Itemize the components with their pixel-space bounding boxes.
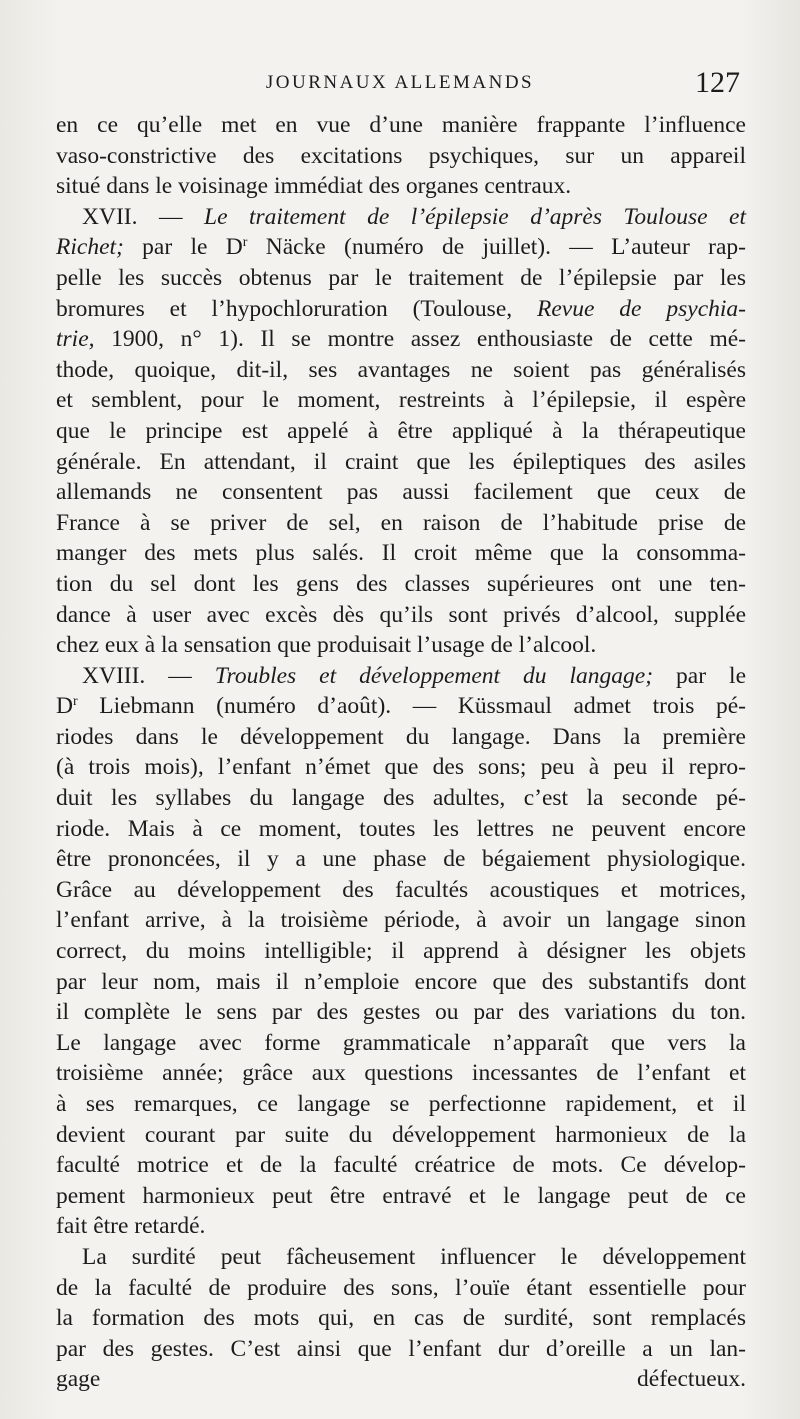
text-line	[56, 1150, 746, 1181]
text-line	[56, 355, 746, 386]
text-line	[56, 1303, 746, 1334]
text-line	[56, 447, 746, 478]
text-run: Näcke (numéro de juillet). — L’auteur rap-	[247, 234, 746, 261]
text-line	[56, 110, 746, 141]
text-line	[56, 294, 746, 325]
text-line	[56, 1181, 746, 1212]
text-run: devient courant par suite du développement harmonieux de la	[56, 1121, 746, 1148]
text-line	[56, 752, 746, 783]
text-line	[56, 783, 746, 814]
text-run: que le principe est appelé à être appliqué à la thérapeutique	[56, 417, 746, 444]
text-line	[56, 569, 746, 600]
text-line	[56, 967, 746, 998]
text-run: dance à user avec excès dès qu’ils sont privés d’alcool, supplée	[56, 601, 746, 628]
italic-text: Troubles et développement du langage;	[214, 662, 654, 689]
text-run: riodes dans le développement du langage. Dans la première	[56, 723, 746, 750]
text-line	[56, 936, 746, 967]
text-run: par leur nom, mais il n’emploie encore que des substantifs dont	[56, 968, 746, 995]
text-run: tion du sel dont les gens des classes supérieures ont une ten-	[56, 570, 746, 597]
text-run: gage défectueux.	[56, 1366, 746, 1393]
text-line	[56, 385, 746, 416]
text-run: de la faculté de produire des sons, l’ouïe étant essentielle pour	[56, 1274, 746, 1301]
text-line	[56, 1242, 746, 1273]
text-run: thode, quoique, dit-il, ses avantages ne soient pas généralisés	[56, 356, 746, 383]
text-run: La surdité peut fâcheusement influencer le développement	[82, 1243, 746, 1270]
text-run: par des gestes. C’est ainsi que l’enfant dur d’oreille a un lan-	[56, 1335, 746, 1362]
text-line	[56, 661, 746, 692]
text-run: duit les syllabes du langage des adultes, c’est la seconde pé-	[56, 785, 746, 812]
text-run: XVII. —	[82, 203, 204, 230]
italic-text: trie,	[56, 326, 95, 353]
text-run: correct, du moins intelligible; il apprend à désigner les objets	[56, 938, 746, 965]
text-run: 1900, n° 1). Il se montre assez enthousiaste de cette mé-	[94, 326, 746, 353]
text-run: troisième année; grâce aux questions incessantes de l’enfant et	[56, 1060, 746, 1087]
text-run: générale. En attendant, il craint que les épileptiques des asiles	[56, 448, 746, 475]
text-run: riode. Mais à ce moment, toutes les lettres ne peuvent encore	[56, 815, 746, 842]
text-run: France à se priver de sel, en raison de l’habitude prise de	[56, 509, 746, 536]
text-line	[56, 416, 746, 447]
superscript: r	[242, 235, 248, 251]
italic-text: Revue de psychia-	[537, 295, 746, 322]
text-run: situé dans le voisinage immédiat des organes centraux.	[56, 173, 572, 200]
text-line	[56, 997, 746, 1028]
text-line	[56, 1364, 746, 1395]
text-run: D	[56, 693, 73, 720]
text-line	[56, 263, 746, 294]
text-line	[56, 1273, 746, 1304]
text-run: par le	[653, 662, 747, 689]
text-line	[56, 232, 746, 263]
text-line	[56, 324, 746, 355]
text-line	[56, 630, 746, 661]
text-run: fait être retardé.	[56, 1213, 206, 1240]
text-line	[56, 1120, 746, 1151]
superscript: r	[72, 694, 78, 710]
text-run: allemands ne consentent pas aussi facilement que ceux de	[56, 479, 746, 506]
text-run: (à trois mois), l’enfant n’émet que des sons; peu à peu il repro-	[56, 754, 746, 781]
text-line	[56, 202, 746, 233]
text-run: bromures et l’hypochloruration (Toulouse,	[56, 295, 538, 322]
body-text	[56, 110, 746, 1395]
text-line	[56, 477, 746, 508]
italic-text: Richet;	[56, 234, 124, 261]
page-header	[60, 68, 740, 108]
text-run: être prononcées, il y a une phase de bégaiement physiologique.	[56, 846, 746, 873]
text-line	[56, 691, 746, 722]
text-line	[56, 1058, 746, 1089]
running-title: JOURNAUX ALLEMANDS	[265, 72, 535, 93]
text-line	[56, 141, 746, 172]
text-line	[56, 508, 746, 539]
text-run: pement harmonieux peut être entravé et le langage peut de ce	[56, 1182, 746, 1209]
text-run: il complète le sens par des gestes ou par des variations du ton.	[56, 999, 746, 1026]
text-run: Liebmann (numéro d’août). — Küssmaul admet trois pé-	[77, 693, 746, 720]
text-line	[56, 1089, 746, 1120]
text-run: vaso-constrictive des excitations psychiques, sur un appareil	[56, 142, 746, 169]
text-line	[56, 814, 746, 845]
text-run: chez eux à la sensation que produisait l’usage de l’alcool.	[56, 632, 597, 659]
page-number: 127	[695, 66, 740, 99]
text-line	[56, 600, 746, 631]
italic-text: Le traitement de l’épilepsie d’après Toulouse et	[204, 203, 746, 230]
text-run: faculté motrice et de la faculté créatrice de mots. Ce dévelop-	[56, 1152, 746, 1179]
text-line	[56, 1334, 746, 1365]
text-run: la formation des mots qui, en cas de surdité, sont remplacés	[56, 1305, 746, 1332]
text-run: Le langage avec forme grammaticale n’apparaît que vers la	[56, 1029, 746, 1056]
text-line	[56, 1211, 746, 1242]
text-line	[56, 538, 746, 569]
text-line	[56, 905, 746, 936]
text-line	[56, 844, 746, 875]
text-line	[56, 1028, 746, 1059]
text-line	[56, 722, 746, 753]
text-run: à ses remarques, ce langage se perfectionne rapidement, et il	[56, 1091, 746, 1117]
text-run: et semblent, pour le moment, restreints à l’épilepsie, il espère	[56, 387, 746, 414]
text-run: XVIII. —	[82, 662, 215, 689]
text-line	[56, 171, 746, 202]
text-run: en ce qu’elle met en vue d’une manière frappante l’influence	[56, 112, 746, 138]
text-run: Grâce au développement des facultés acoustiques et motrices,	[56, 876, 746, 903]
text-run: pelle les succès obtenus par le traitement de l’épilepsie par les	[56, 264, 746, 291]
text-line	[56, 875, 746, 906]
text-run: par le D	[123, 234, 243, 261]
text-run: l’enfant arrive, à la troisième période, à avoir un langage sinon	[56, 907, 746, 934]
text-run: manger des mets plus salés. Il croit même que la consomma-	[56, 540, 746, 567]
